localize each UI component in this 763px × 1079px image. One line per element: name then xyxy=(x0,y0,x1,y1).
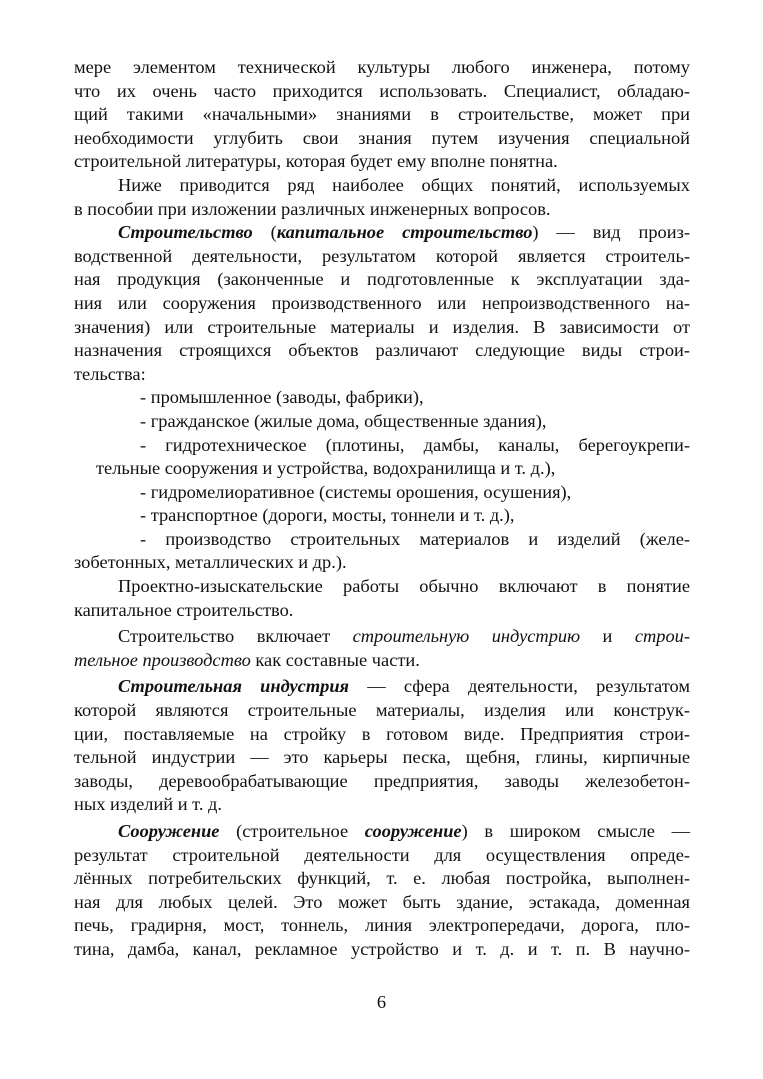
term-bold-italic: капитальное строительство xyxy=(276,222,533,243)
text-run: ) в широком смысле — xyxy=(461,821,690,841)
definition-line xyxy=(74,820,690,844)
text-line: значения) или строительные материалы и изделия. В зависимости от xyxy=(74,316,690,337)
text-line: капитальное строительство. xyxy=(74,599,294,620)
list-item: - транспортное (дороги, мосты, тоннели и т. д.), xyxy=(140,505,515,526)
text-line: тина, дамба, канал, рекламное устройство и т. д. и т. п. В научно- xyxy=(74,938,690,959)
text-line: ции, поставляемые на стройку в готовом виде. Предприятия строи- xyxy=(74,723,690,744)
list-item-continuation: тельные сооружения и устройства, водохранилища и т. д.), xyxy=(96,458,556,479)
text-line: строительной литературы, которая будет ему вполне понятна. xyxy=(74,151,558,172)
text-line: Ниже приводится ряд наиболее общих понятий, используемых xyxy=(118,174,690,195)
text-line: назначения строящихся объектов различают следующие виды строи- xyxy=(74,340,690,361)
text-line xyxy=(74,649,690,673)
text-line: щий такими «начальными» знаниями в строительстве, может при xyxy=(74,104,690,125)
text-line: лённых потребительских функций, т. е. любая постройка, выполнен- xyxy=(74,868,690,889)
text-run: — сфера деятельности, результатом xyxy=(349,676,691,697)
text-line: ная для любых целей. Это может быть здание, эстакада, доменная xyxy=(74,891,690,912)
text-line: водственной деятельности, результатом которой является строитель- xyxy=(74,245,690,266)
text-run: (строительное xyxy=(219,821,365,841)
text-line: Проектно-изыскательские работы обычно включают в понятие xyxy=(118,576,690,597)
list-item: - производство строительных материалов и изделий (желе- xyxy=(140,528,690,549)
text-line: в пособии при изложении различных инженерных вопросов. xyxy=(74,198,551,219)
list-item-continuation: зобетонных, металлических и др.). xyxy=(74,552,347,573)
definition-line xyxy=(74,221,690,245)
text-line: тельства: xyxy=(74,363,146,384)
list-item: - гидромелиоративное (системы орошения, осушения), xyxy=(140,481,572,502)
term-bold-italic: Сооружение xyxy=(118,821,220,841)
list-item: - гидротехническое (плотины, дамбы, каналы, берегоукрепи- xyxy=(140,434,690,455)
list-item: - промышленное (заводы, фабрики), xyxy=(140,387,424,408)
term-bold-italic: сооружение xyxy=(364,821,462,841)
term-italic: тельное производство xyxy=(74,649,251,670)
text-line: мере элементом технической культуры любого инженера, потому xyxy=(74,57,690,77)
text-run: как составные части. xyxy=(250,649,420,670)
page-number: 6 xyxy=(376,992,387,1012)
text-line: печь, градирня, мост, тоннель, линия электропередачи, дорога, пло- xyxy=(74,915,690,936)
text-run: Строительство включает xyxy=(118,626,353,647)
text-line: ных изделий и т. д. xyxy=(74,794,222,815)
list-item: - гражданское (жилые дома, общественные здания), xyxy=(140,410,547,431)
term-bold-italic: Строительная индустрия xyxy=(118,676,350,697)
text-run: и xyxy=(580,626,635,647)
definition-line xyxy=(74,675,690,699)
term-italic: строительную индустрию xyxy=(352,626,581,647)
text-line: результат строительной деятельности для осуществления опреде- xyxy=(74,844,690,865)
text-line: тельной индустрии — это карьеры песка, щебня, глины, кирпичные xyxy=(74,747,690,768)
text-line: что их очень часто приходится использовать. Специалист, обладаю- xyxy=(74,80,690,101)
text-line: необходимости углубить свои знания путем изучения специальной xyxy=(74,127,690,148)
text-line: заводы, деревообрабатывающие предприятия, заводы железобетон- xyxy=(74,770,690,791)
text-line: ная продукция (законченные и подготовленные к эксплуатации зда- xyxy=(74,269,690,290)
text-line: которой являются строительные материалы, изделия или конструк- xyxy=(74,700,690,721)
text-run: ( xyxy=(252,222,277,243)
page-body xyxy=(74,56,690,962)
term-bold-italic: Строительство xyxy=(118,222,253,243)
text-line xyxy=(74,625,690,649)
text-run: ) — вид произ- xyxy=(532,222,690,243)
term-italic: строи- xyxy=(634,626,690,647)
text-line: ния или сооружения производственного или непроизводственного на- xyxy=(74,292,690,313)
